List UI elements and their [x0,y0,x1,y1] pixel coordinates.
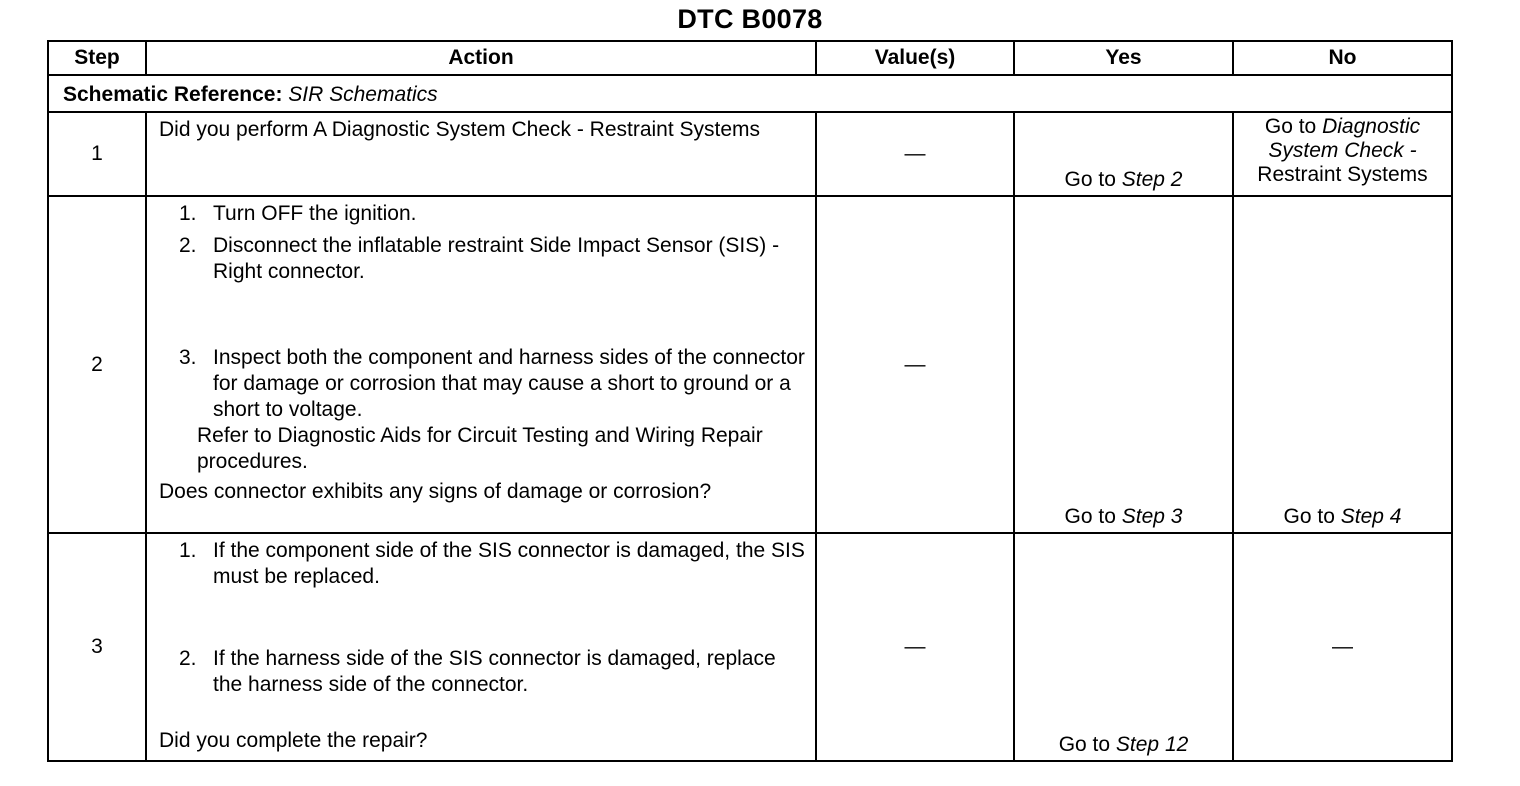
goto-target: Diagnostic System Check - [1268,115,1421,162]
value-dash: — [904,142,926,165]
step-number: 1 [48,112,146,196]
list-item [159,538,805,590]
value-dash: — [1332,635,1353,658]
step-number: 2 [48,196,146,533]
list-text: If the harness side of the SIS connector is damaged, replace the harness side of the connector. [213,647,776,696]
step-number: 3 [48,533,146,761]
reference-note: Refer to Diagnostic Aids for Circuit Testing and Wiring Repair procedures. [197,424,763,473]
schematic-label: Schematic Reference: [63,82,283,106]
list-number: 2. [179,234,197,257]
goto-prefix: Go to [1058,733,1111,756]
list-text: Disconnect the inflatable restraint Side Impact Sensor (SIS) - Right connector. [213,234,780,283]
header-action: Action [146,41,816,75]
table-row-step-1 [48,112,1452,196]
step-question: Did you complete the repair? [159,729,428,752]
no-cell [1233,196,1452,533]
diagnostic-table [47,40,1453,762]
list-number: 1. [179,202,197,225]
schematic-reference [48,75,1452,112]
goto-prefix: Go to [1283,505,1335,528]
header-no: No [1233,41,1452,75]
table-row-step-3 [48,533,1452,761]
no-cell [1233,533,1452,761]
list-number: 1. [179,539,197,562]
list-item [159,233,805,285]
header-step: Step [48,41,146,75]
value-dash: — [904,352,926,376]
list-text: If the component side of the SIS connector is damaged, the SIS must be replaced. [213,539,805,588]
list-item [159,201,805,227]
action-cell [146,533,816,761]
action-cell: Did you perform A Diagnostic System Check - Restraint Systems [146,112,816,196]
header-values: Value(s) [816,41,1014,75]
goto-suffix: Restraint Systems [1257,163,1428,186]
yes-cell [1014,196,1233,533]
yes-goto [1015,732,1232,758]
value-cell [816,533,1014,761]
goto-target: Step 12 [1115,733,1189,756]
value-cell [816,112,1014,196]
list-text: Turn OFF the ignition. [213,202,417,225]
list-text: Inspect both the component and harness sides of the connector for damage or corrosion that may cause a short to ground or a short to voltage. [213,346,805,421]
yes-goto [1015,504,1232,530]
page-title: DTC B0078 [677,4,823,34]
list-item [159,646,805,698]
goto-target: Step 4 [1340,505,1402,528]
action-cell [146,196,816,533]
table-row-step-2 [48,196,1452,533]
yes-goto [1015,167,1232,193]
step-question: Does connector exhibits any signs of damage or corrosion? [159,480,712,503]
goto-prefix: Go to [1064,168,1116,191]
value-cell [816,196,1014,533]
goto-prefix: Go to [1064,505,1116,528]
schematic-row [48,75,1452,112]
no-goto [1234,504,1451,530]
list-number: 3. [179,346,197,369]
schematic-link: SIR Schematics [288,82,438,106]
goto-target: Step 3 [1121,505,1183,528]
goto-prefix: Go to [1264,115,1317,138]
list-item [159,345,805,423]
header-row [48,41,1452,75]
yes-cell [1014,533,1233,761]
value-dash: — [904,635,926,658]
no-cell [1233,112,1452,196]
goto-target: Step 2 [1121,168,1183,191]
header-yes: Yes [1014,41,1233,75]
list-number: 2. [179,647,197,670]
yes-cell [1014,112,1233,196]
